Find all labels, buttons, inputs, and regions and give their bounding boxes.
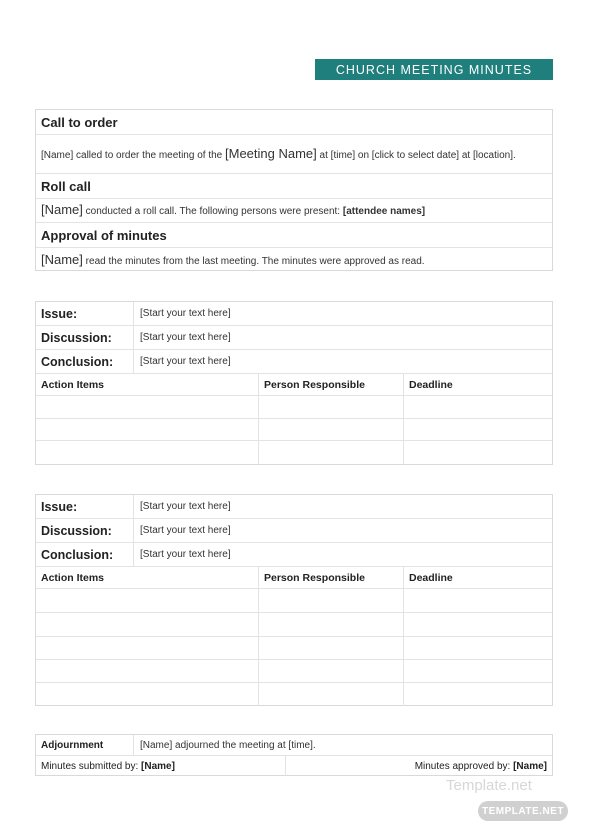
person-responsible-header: Person Responsible bbox=[259, 374, 404, 395]
call-to-order-name: [Name] bbox=[41, 149, 74, 161]
approval-name: [Name] bbox=[41, 251, 83, 267]
deadline-cell[interactable] bbox=[404, 613, 552, 636]
action-item-row bbox=[36, 589, 552, 613]
action-items-header: Action Items bbox=[36, 567, 259, 588]
adjournment-section bbox=[35, 734, 553, 776]
action-item-row bbox=[36, 419, 552, 441]
call-to-order-end: at [time] on [click to select date] at [location]. bbox=[316, 149, 516, 161]
conclusion-field[interactable]: [Start your text here] bbox=[140, 356, 231, 367]
call-to-order-text-row bbox=[36, 135, 552, 174]
approval-middle: read the minutes from the last meeting. The minutes were approved as read. bbox=[82, 255, 425, 267]
roll-call-heading-row bbox=[36, 174, 552, 199]
approved-by-cell[interactable] bbox=[286, 756, 552, 776]
issue-label: Issue: bbox=[36, 495, 134, 518]
action-item-cell[interactable] bbox=[36, 441, 259, 464]
action-item-row bbox=[36, 660, 552, 683]
submitted-by-label: Minutes submitted by: bbox=[41, 760, 139, 772]
action-item-cell[interactable] bbox=[36, 419, 259, 440]
roll-call-name: [Name] bbox=[41, 202, 83, 217]
watermark-text: Template.net bbox=[446, 777, 532, 794]
issue-label: Issue: bbox=[36, 302, 134, 325]
adjournment-field[interactable]: [Name] adjourned the meeting at [time]. bbox=[140, 739, 316, 751]
action-item-row bbox=[36, 637, 552, 660]
submitted-by-cell[interactable] bbox=[36, 756, 286, 776]
action-items-header-row bbox=[36, 567, 552, 589]
action-item-cell[interactable] bbox=[36, 683, 259, 706]
issue-block-1 bbox=[35, 301, 553, 465]
call-to-order-heading-row bbox=[36, 110, 552, 135]
approved-by-name: [Name] bbox=[513, 760, 547, 772]
submitted-by-name: [Name] bbox=[141, 760, 175, 772]
person-responsible-header: Person Responsible bbox=[259, 567, 404, 588]
person-responsible-cell[interactable] bbox=[259, 419, 404, 440]
discussion-row bbox=[36, 519, 552, 543]
action-items-header-row bbox=[36, 374, 552, 396]
roll-call-heading: Roll call bbox=[41, 178, 91, 194]
action-item-cell[interactable] bbox=[36, 613, 259, 636]
action-items-header: Action Items bbox=[36, 374, 259, 395]
issue-field[interactable]: [Start your text here] bbox=[140, 501, 231, 512]
conclusion-label: Conclusion: bbox=[36, 543, 134, 566]
deadline-cell[interactable] bbox=[404, 396, 552, 418]
person-responsible-cell[interactable] bbox=[259, 637, 404, 659]
person-responsible-cell[interactable] bbox=[259, 589, 404, 612]
action-item-cell[interactable] bbox=[36, 637, 259, 659]
person-responsible-cell[interactable] bbox=[259, 660, 404, 682]
conclusion-row bbox=[36, 543, 552, 567]
watermark-badge: TEMPLATE.NET bbox=[478, 801, 568, 821]
person-responsible-cell[interactable] bbox=[259, 441, 404, 464]
discussion-row bbox=[36, 326, 552, 350]
adjournment-row bbox=[36, 735, 552, 756]
call-to-order-text[interactable] bbox=[41, 146, 516, 163]
issue-field[interactable]: [Start your text here] bbox=[140, 308, 231, 319]
conclusion-label: Conclusion: bbox=[36, 350, 134, 373]
deadline-header: Deadline bbox=[409, 571, 453, 584]
discussion-label: Discussion: bbox=[36, 519, 134, 542]
discussion-field[interactable]: [Start your text here] bbox=[140, 525, 231, 536]
person-responsible-cell[interactable] bbox=[259, 613, 404, 636]
roll-call-middle: conducted a roll call. The following persons were present: bbox=[82, 206, 343, 217]
person-responsible-cell[interactable] bbox=[259, 683, 404, 706]
person-responsible-cell[interactable] bbox=[259, 396, 404, 418]
attendee-names-field: [attendee names] bbox=[342, 206, 426, 217]
deadline-cell[interactable] bbox=[404, 637, 552, 659]
deadline-cell[interactable] bbox=[404, 589, 552, 612]
approved-by-label: Minutes approved by: bbox=[414, 760, 511, 772]
roll-call-text[interactable] bbox=[41, 202, 425, 219]
issue-row bbox=[36, 302, 552, 326]
deadline-cell[interactable] bbox=[404, 419, 552, 440]
approval-text[interactable] bbox=[41, 252, 425, 269]
signatures-row bbox=[36, 756, 552, 776]
discussion-label: Discussion: bbox=[36, 326, 134, 349]
action-item-row bbox=[36, 396, 552, 419]
deadline-header: Deadline bbox=[409, 378, 453, 391]
action-item-cell[interactable] bbox=[36, 660, 259, 682]
call-to-order-middle: called to order the meeting of the bbox=[73, 149, 225, 161]
action-item-cell[interactable] bbox=[36, 589, 259, 612]
approval-heading: Approval of minutes bbox=[41, 227, 167, 243]
minutes-intro-section bbox=[35, 109, 553, 271]
discussion-field[interactable]: [Start your text here] bbox=[140, 332, 231, 343]
deadline-cell[interactable] bbox=[404, 660, 552, 682]
deadline-cell[interactable] bbox=[404, 683, 552, 706]
approval-heading-row bbox=[36, 223, 552, 248]
approval-text-row bbox=[36, 248, 552, 272]
adjournment-label: Adjournment bbox=[36, 735, 134, 755]
action-item-cell[interactable] bbox=[36, 396, 259, 418]
issue-row bbox=[36, 495, 552, 519]
action-item-row bbox=[36, 613, 552, 637]
deadline-cell[interactable] bbox=[404, 441, 552, 464]
meeting-name-field: [Meeting Name] bbox=[225, 145, 317, 161]
action-item-row bbox=[36, 441, 552, 464]
conclusion-field[interactable]: [Start your text here] bbox=[140, 549, 231, 560]
roll-call-text-row bbox=[36, 199, 552, 223]
conclusion-row bbox=[36, 350, 552, 374]
action-item-row bbox=[36, 683, 552, 706]
issue-block-2 bbox=[35, 494, 553, 706]
call-to-order-heading: Call to order bbox=[41, 114, 118, 130]
document-title: CHURCH MEETING MINUTES bbox=[315, 59, 553, 80]
